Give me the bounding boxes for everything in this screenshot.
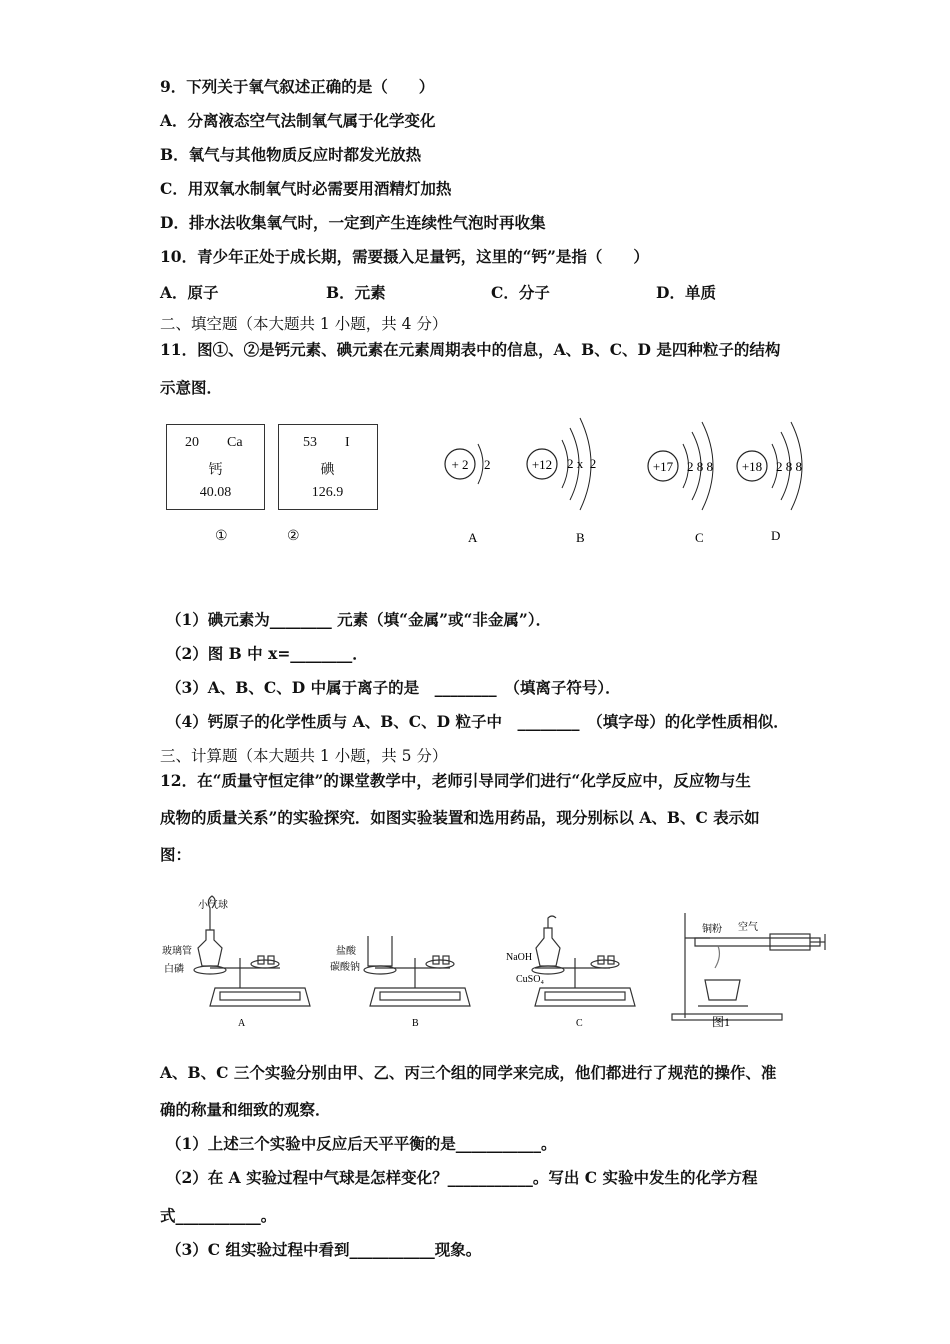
balance-b xyxy=(364,936,470,1006)
q9-option-d: D．排水法收集氧气时，一定到产生连续性气泡时再收集 xyxy=(160,213,546,232)
q11-part-3: （3）A、B、C、D 中属于离子的是 ________ （填离子符号）． xyxy=(166,678,621,697)
label-b: B xyxy=(412,1018,419,1029)
particle-d xyxy=(737,422,802,543)
particle-b-nucleus: +12 xyxy=(531,457,553,472)
label-copper-powder: 铜粉 xyxy=(702,924,722,935)
q11-stem-line2: 示意图． xyxy=(160,378,223,397)
q12-part-1: （1）上述三个实验中反应后天平平衡的是___________。 xyxy=(166,1134,557,1153)
iodine-caption: ② xyxy=(287,529,300,544)
balance-a xyxy=(194,896,310,1006)
q12-part-3: （3）C 组实验过程中看到___________现象。 xyxy=(166,1240,482,1259)
q12-stem-line2: 成物的质量关系”的实验探究．如图实验装置和选用药品，现分别标以 A、B、C 表示如 xyxy=(160,808,760,827)
label-balloon: 小气球 xyxy=(198,900,228,911)
label-c: C xyxy=(576,1018,583,1029)
section-2-heading: 二、填空题（本大题共 1 小题，共 4 分） xyxy=(160,315,448,333)
calcium-symbol: Ca xyxy=(227,435,243,450)
q12-part-2: （2）在 A 实验过程中气球是怎样变化？___________。写出 C 实验中发生的化学方程 xyxy=(166,1168,758,1187)
iodine-atomic-number: 53 xyxy=(303,435,317,450)
particle-b-label: B xyxy=(576,530,585,545)
q12-paragraph-line2: 确的称量和细致的观察． xyxy=(160,1100,331,1119)
particle-c-shells: 2 8 8 xyxy=(687,459,713,474)
particle-a-shell xyxy=(478,444,483,484)
particle-c-label: C xyxy=(695,530,704,545)
label-glass-tube: 玻璃管 xyxy=(162,946,192,957)
q10-option-c: C．分子 xyxy=(491,283,550,302)
particle-c-nucleus: +17 xyxy=(652,459,674,474)
q9-stem: 9．下列关于氧气叙述正确的是（ ） xyxy=(160,77,435,96)
balance-c xyxy=(532,916,635,1006)
label-figure-1: 图1 xyxy=(712,1015,731,1029)
q9-option-a: A．分离液态空气法制氧气属于化学变化 xyxy=(160,111,436,130)
q10-option-b: B．元素 xyxy=(326,283,386,302)
particle-b-shells: 2 x 2 xyxy=(567,456,597,471)
experiment-apparatus-figure xyxy=(150,888,830,1038)
particle-d-label: D xyxy=(771,528,781,543)
q12-stem-line3: 图： xyxy=(160,845,192,864)
particle-a-label: A xyxy=(468,530,478,545)
label-cuso4: CuSO₄ xyxy=(516,974,544,985)
label-naoh: NaOH xyxy=(506,952,533,963)
label-a: A xyxy=(238,1018,246,1029)
label-hydrochloric-acid: 盐酸 xyxy=(336,946,356,957)
q9-option-b: B．氧气与其他物质反应时都发光放热 xyxy=(160,145,422,164)
iodine-symbol: I xyxy=(345,435,350,450)
q10-option-d: D．单质 xyxy=(656,283,716,302)
q11-stem-line1: 11．图①、②是钙元素、碘元素在元素周期表中的信息，A、B、C、D 是四种粒子的结构 xyxy=(160,340,781,359)
q11-part-1: （1）碘元素为________ 元素（填“金属”或“非金属”）． xyxy=(166,610,552,629)
particle-a-nucleus: + 2 xyxy=(451,457,469,472)
particle-a xyxy=(445,444,491,545)
label-white-phosphorus: 白磷 xyxy=(164,964,184,975)
iodine-element-box xyxy=(278,424,378,510)
q11-part-2: （2）图 B 中 x=________． xyxy=(166,644,368,663)
q10-option-a: A．原子 xyxy=(160,283,219,302)
particle-diagrams xyxy=(430,400,830,560)
q9-option-c: C．用双氧水制氧气时必需要用酒精灯加热 xyxy=(160,179,452,198)
particle-c xyxy=(648,422,713,545)
q12-part-2-continued: 式___________。 xyxy=(160,1206,277,1225)
q12-paragraph-line1: A、B、C 三个实验分别由甲、乙、丙三个组的同学来完成，他们都进行了规范的操作、准 xyxy=(160,1063,777,1082)
particle-d-shells: 2 8 8 xyxy=(776,459,802,474)
particle-a-shells: 2 xyxy=(484,457,491,472)
particle-b xyxy=(527,418,596,545)
calcium-name: 钙 xyxy=(208,463,223,478)
q10-stem: 10．青少年正处于成长期，需要摄入足量钙，这里的“钙”是指（ ） xyxy=(160,247,649,266)
calcium-caption: ① xyxy=(215,529,228,544)
q11-part-4: （4）钙原子的化学性质与 A、B、C、D 粒子中 ________ （填字母）的化学性质相似． xyxy=(166,712,789,731)
calcium-mass: 40.08 xyxy=(199,485,232,500)
calcium-atomic-number: 20 xyxy=(185,435,199,450)
calcium-element-box xyxy=(166,424,265,510)
iodine-mass: 126.9 xyxy=(311,485,344,500)
label-air: 空气 xyxy=(738,922,758,933)
label-sodium-carbonate: 碳酸钠 xyxy=(330,962,360,973)
q12-stem-line1: 12．在“质量守恒定律”的课堂教学中，老师引导同学们进行“化学反应中，反应物与生 xyxy=(160,771,751,790)
particle-d-nucleus: +18 xyxy=(741,459,763,474)
iodine-name: 碘 xyxy=(320,463,335,478)
section-3-heading: 三、计算题（本大题共 1 小题，共 5 分） xyxy=(160,747,448,765)
